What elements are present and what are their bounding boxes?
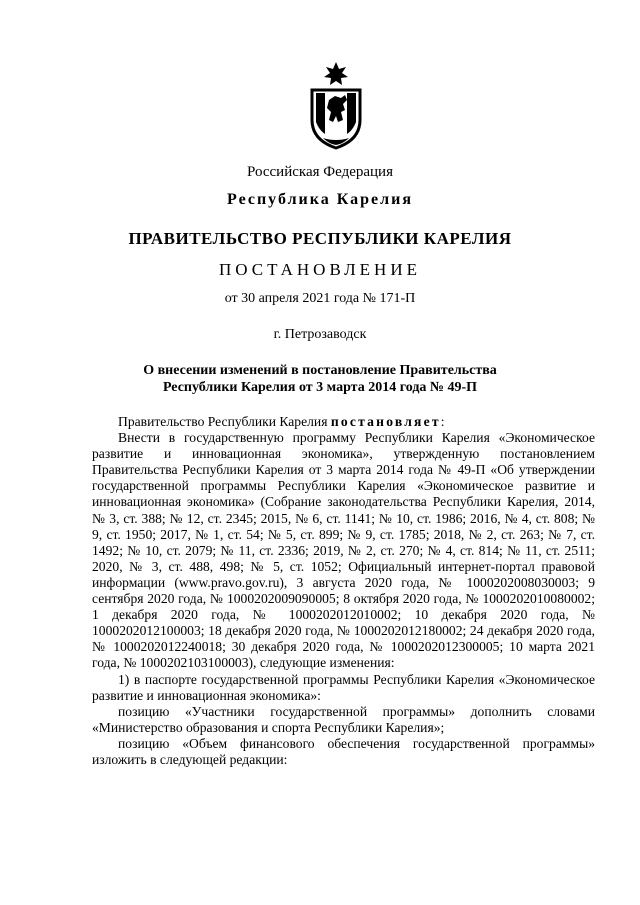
republic-name: Республика Карелия [227, 191, 413, 208]
paragraph-4: позицию «Объем финансового обеспечения государственной программы» изложить в следующей редакции: [92, 735, 595, 767]
document-body [92, 414, 595, 768]
document-date-number: от 30 апреля 2021 года № 171-П [224, 291, 416, 306]
document-city: г. Петрозаводск [273, 327, 367, 342]
intro-keyword: постановляет [330, 414, 441, 429]
government-title: ПРАВИТЕЛЬСТВО РЕСПУБЛИКИ КАРЕЛИЯ [128, 229, 512, 248]
paragraph-2: 1) в паспорте государственной программы Республики Карелия «Экономическое развитие и инновационная экономика»: [92, 671, 595, 703]
intro-prefix: Правительство Республики Карелия [118, 414, 331, 429]
paragraph-3: позицию «Участники государственной программы» дополнить словами «Министерство образования и спорта Республики Карелия»; [92, 703, 595, 735]
intro-paragraph [92, 414, 595, 430]
subject-line-2: Республики Карелия от 3 марта 2014 года № 49-П [162, 380, 478, 395]
country-name: Российская Федерация [247, 164, 393, 180]
document-type: ПОСТАНОВЛЕНИЕ [218, 260, 421, 279]
subject-line-1: О внесении изменений в постановление Правительства [143, 363, 497, 378]
paragraph-1: Внести в государственную программу Республики Карелия «Экономическое развитие и инновационная экономика», утвержденную постановлением Правительства Республики Карелия от 3 марта 2014 года № 49-П «Об утверждении государственной программы Республики Карелия «Экономическое развитие и инновационная экономика» (Собрание законодательства Республики Карелия, 2014, № 3, ст. 388; № 12, ст. 2345; 2015, № 6, ст. 1141; № 10, ст. 1986; 2016, № 4, ст. 808; № 9, ст. 1950; 2017, № 1, ст. 54; № 5, ст. 899; № 9, ст. 1785; 2018, № 2, ст. 263; № 7, ст. 1492; № 10, ст. 2079; № 11, ст. 2336; 2019, № 2, ст. 270; № 4, ст. 814; № 11, ст. 2511; 2020, № 3, ст. 488, 498; № 5, ст. 1052; Официальный интернет-портал правовой информации (www.pravo.gov.ru), 3 августа 2020 года, № 1000202008030003; 9 сентября 2020 года, № 1000202009090005; 8 октября 2020 года, № 1000202010080002; 1 декабря 2020 года, № 1000202012010002; 10 декабря 2020 года, № 1000202012100003; 18 декабря 2020 года, № 1000202012180002; 24 декабря 2020 года, № 1000202012240018; 30 декабря 2020 года, № 1000202012300005; 10 марта 2021 года, № 1000202103100003), следующие изменения: [92, 430, 595, 671]
intro-suffix: : [440, 414, 445, 429]
document-subject [0, 362, 640, 396]
karelia-coat-of-arms-icon [305, 60, 367, 150]
